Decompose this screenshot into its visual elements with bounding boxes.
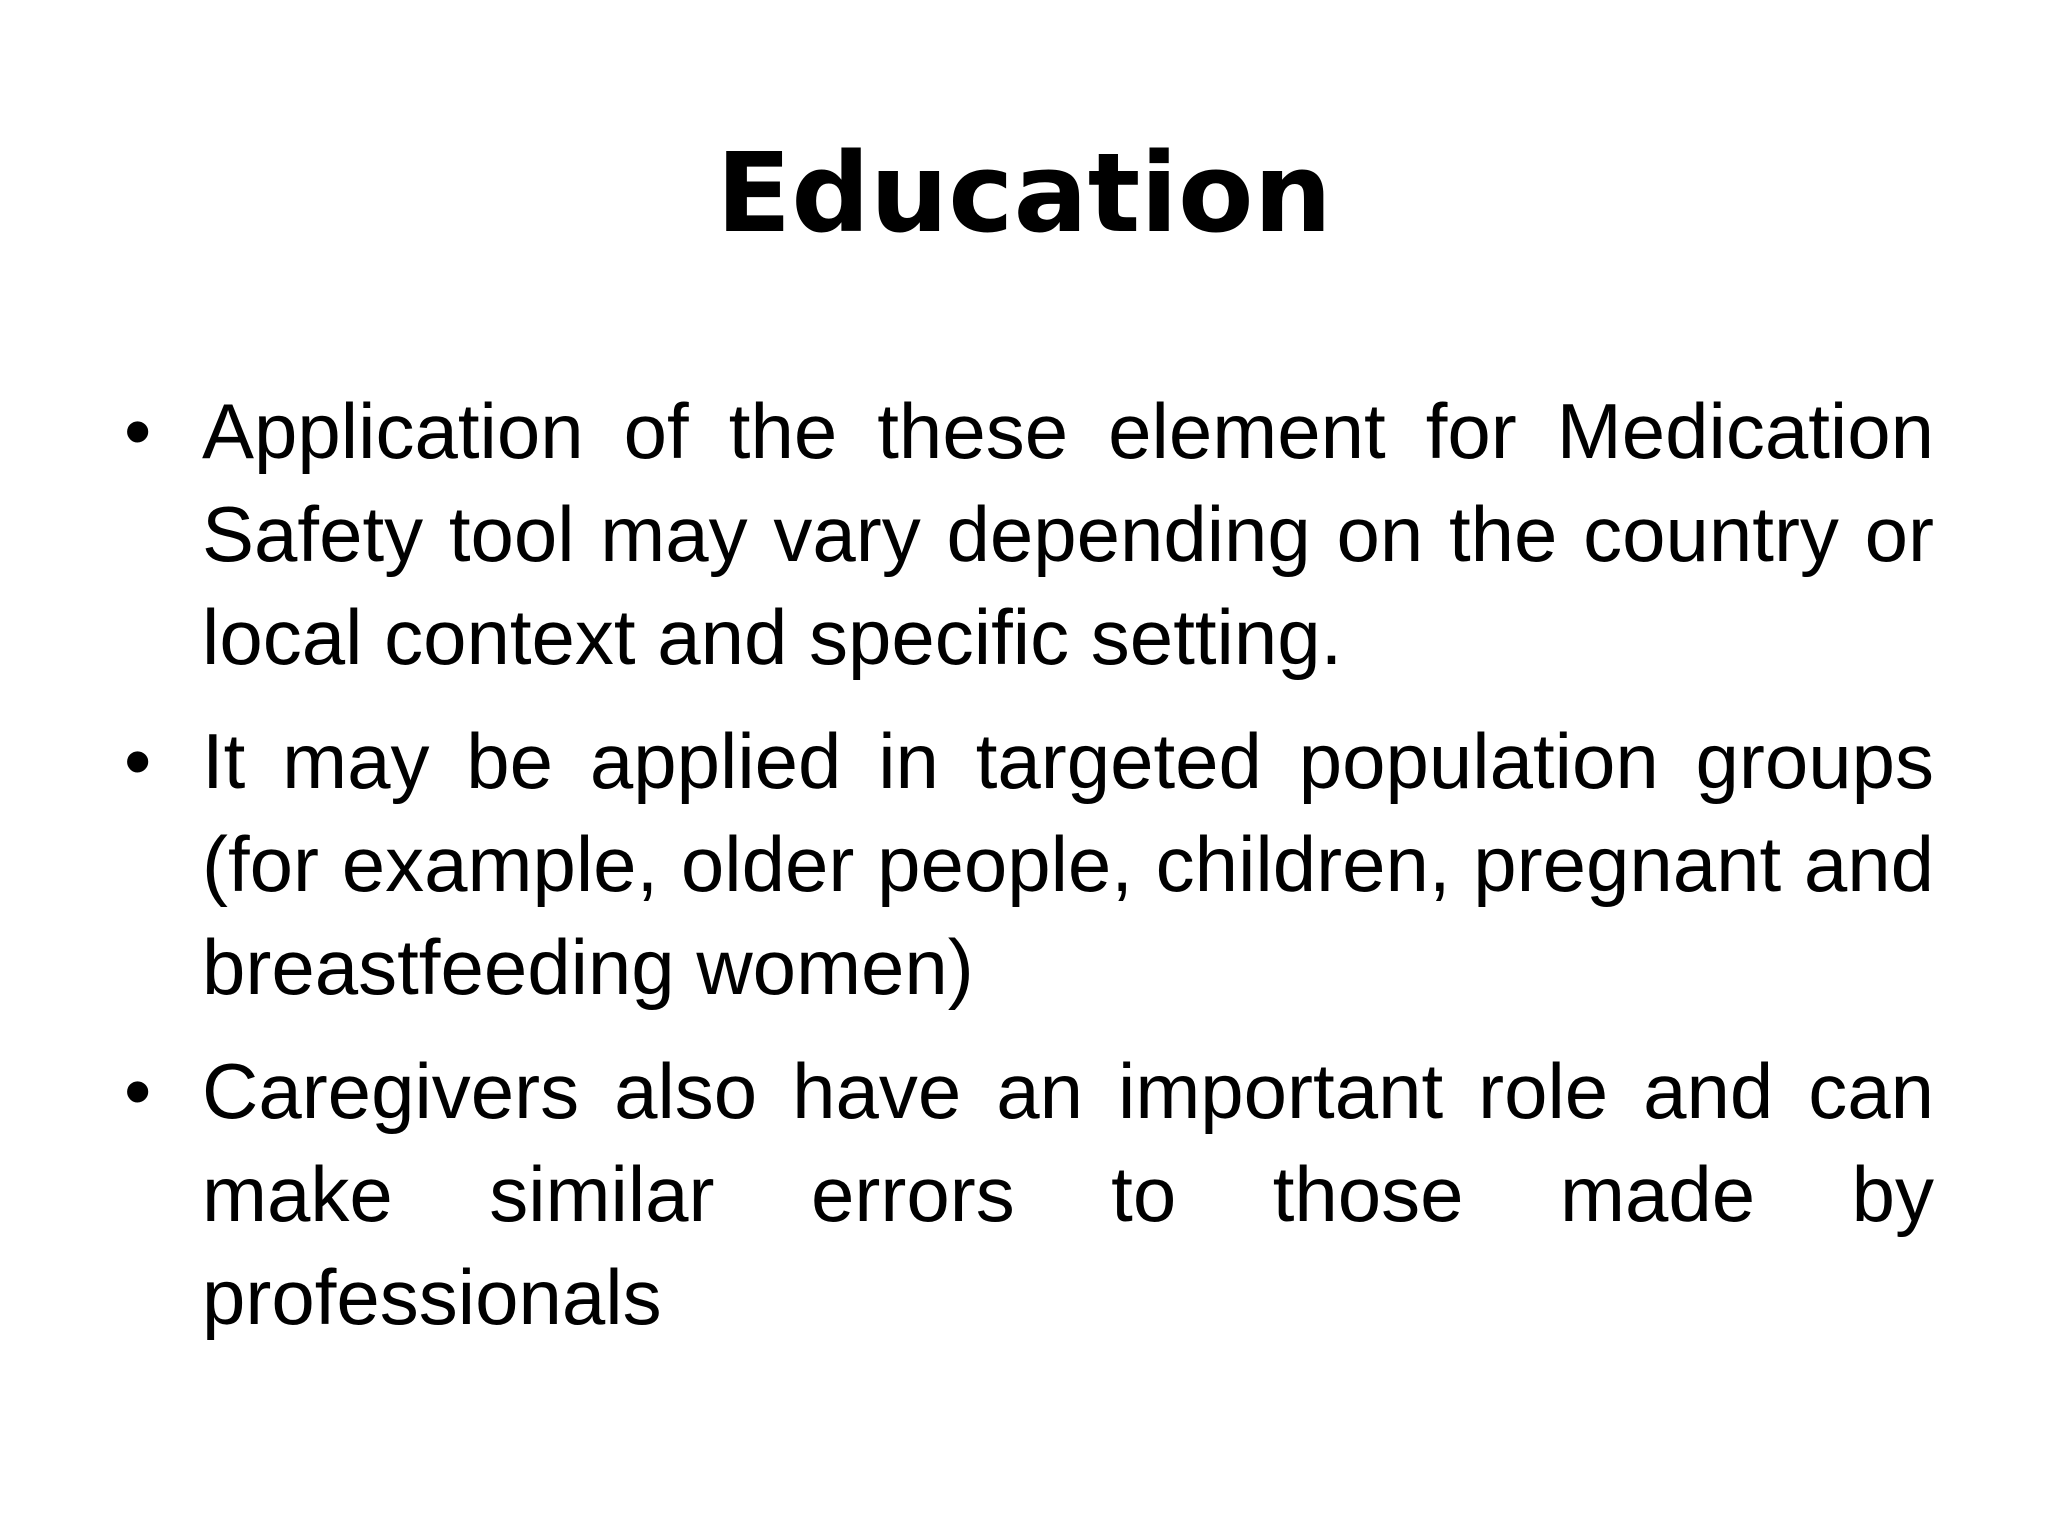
bullet-icon: •: [124, 1047, 152, 1135]
bullet-text: Caregivers also have an important role and can make similar errors to those made by professionals: [202, 1047, 1934, 1341]
bullet-text: It may be applied in targeted population groups (for example, older people, children, pregnant and breastfeeding women): [202, 717, 1934, 1011]
bullet-item: [124, 380, 1934, 689]
bullet-text: Application of the these element for Medication Safety tool may vary depending on the country or local context and specific setting.: [202, 387, 1934, 681]
bullet-icon: •: [124, 717, 152, 805]
bullet-list: [124, 380, 1934, 1349]
slide-title: Education: [716, 129, 1332, 257]
bullet-icon: •: [124, 387, 152, 475]
bullet-item: [124, 710, 1934, 1019]
bullet-item: [124, 1040, 1934, 1349]
